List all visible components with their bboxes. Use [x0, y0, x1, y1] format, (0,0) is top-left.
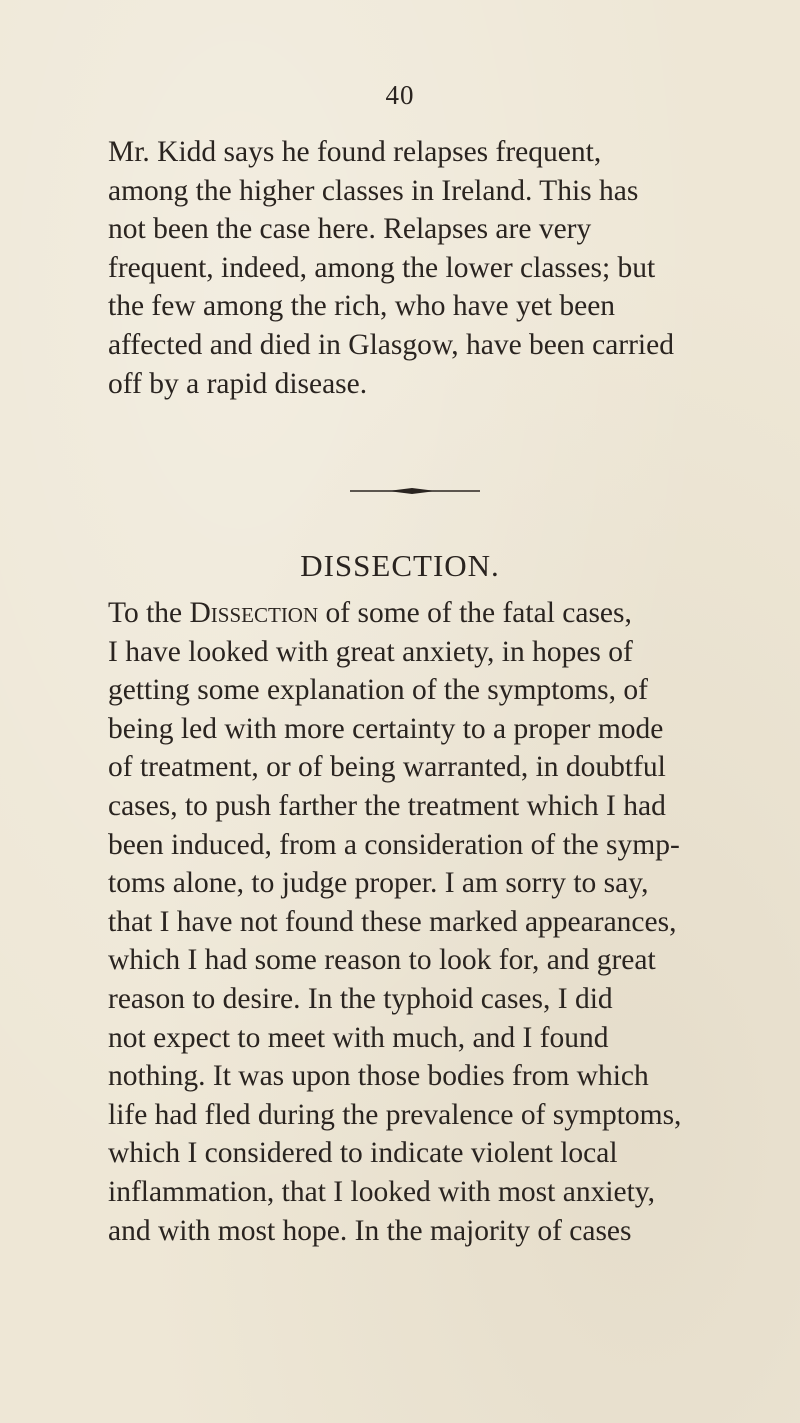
paragraph-dissection — [108, 594, 768, 1250]
text-line: life had fled during the prevalence of symptoms, — [108, 1098, 682, 1131]
text-line: I have looked with great anxiety, in hopes of — [108, 635, 633, 668]
text-line: being led with more certainty to a proper mode — [108, 712, 664, 745]
text-line: been induced, from a consideration of the symp- — [108, 828, 680, 861]
section-heading: DISSECTION. — [300, 548, 500, 583]
text-line: not been the case here. Relapses are very — [108, 213, 592, 246]
text-line: that I have not found these marked appearances, — [108, 905, 677, 938]
text-line: reason to desire. In the typhoid cases, I did — [108, 982, 613, 1015]
text-line: among the higher classes in Ireland. This has — [108, 174, 639, 207]
text-line: which I had some reason to look for, and great — [108, 944, 656, 977]
text-line: which I considered to indicate violent local — [108, 1137, 618, 1170]
text-line: nothing. It was upon those bodies from which — [108, 1060, 649, 1093]
text-line: Mr. Kidd says he found relapses frequent, — [108, 136, 602, 168]
text-line — [108, 594, 768, 633]
text-line: frequent, indeed, among the lower classes; but — [108, 251, 656, 284]
text-line: not expect to meet with much, and I found — [108, 1021, 609, 1054]
section-divider-ornament — [350, 487, 480, 495]
line-start: To the — [108, 597, 190, 629]
smallcaps-term: Dissection — [189, 597, 319, 629]
text-line: the few among the rich, who have yet been — [108, 290, 616, 323]
paragraph-relapses — [108, 133, 768, 403]
text-line: and with most hope. In the majority of cases — [108, 1214, 632, 1247]
text-line: getting some explanation of the symptoms, of — [108, 674, 648, 707]
text-line: of treatment, or of being warranted, in doubtful — [108, 751, 666, 784]
line-rest: of some of the fatal cases, — [318, 597, 632, 629]
text-line: toms alone, to judge proper. I am sorry to say, — [108, 867, 649, 900]
page-number: 40 — [385, 80, 415, 110]
text-line: affected and died in Glasgow, have been carried — [108, 328, 674, 361]
text-line: off by a rapid disease. — [108, 367, 368, 400]
text-line: inflammation, that I looked with most anxiety, — [108, 1175, 656, 1208]
text-line: cases, to push farther the treatment which I had — [108, 789, 666, 822]
